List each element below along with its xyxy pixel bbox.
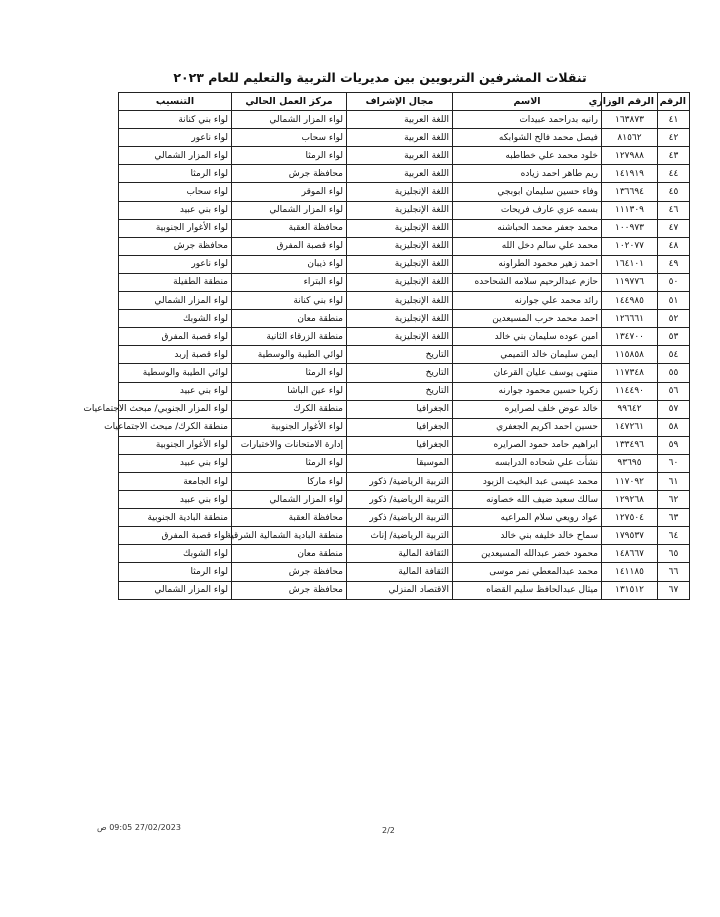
cell-ministerial-number: ١٠٢٠٧٧	[602, 237, 658, 255]
cell-assignment: لواء قصبة المفرق	[119, 328, 232, 346]
cell-ministerial-number: ١١١٣٠٩	[602, 201, 658, 219]
table-row	[119, 310, 690, 328]
cell-ministerial-number: ١٣٣٤٩٦	[602, 436, 658, 454]
cell-supervision-field: اللغة الإنجليزية	[347, 273, 453, 291]
cell-name: نشأت علي شحاده الدرابسه	[453, 454, 602, 472]
cell-assignment: لواء الرمثا	[119, 165, 232, 183]
cell-ministerial-number: ٩٣٦٩٥	[602, 454, 658, 472]
table-row	[119, 219, 690, 237]
cell-number: ٥٤	[658, 346, 690, 364]
cell-number: ٥٩	[658, 436, 690, 454]
table-row	[119, 183, 690, 201]
cell-assignment: محافظة جرش	[119, 237, 232, 255]
cell-current-workplace: لواء المزار الشمالي	[232, 201, 347, 219]
cell-current-workplace: منطقة الزرقاء الثانية	[232, 328, 347, 346]
table-row	[119, 111, 690, 129]
cell-current-workplace: منطقة البادية الشمالية الشرقية	[232, 527, 347, 545]
cell-number: ٦٧	[658, 581, 690, 599]
cell-supervision-field: اللغة الإنجليزية	[347, 292, 453, 310]
cell-assignment: لواء المزار الشمالي	[119, 581, 232, 599]
cell-assignment: لواء بني عبيد	[119, 491, 232, 509]
cell-number: ٥٠	[658, 273, 690, 291]
cell-ministerial-number: ١٦٤١٠١	[602, 255, 658, 273]
cell-ministerial-number: ١٣٤٧٠٠	[602, 328, 658, 346]
table-row	[119, 165, 690, 183]
cell-ministerial-number: ١٤٤٩٨٥	[602, 292, 658, 310]
cell-current-workplace: لواء الرمثا	[232, 454, 347, 472]
cell-ministerial-number: ١٢٩٢٦٨	[602, 491, 658, 509]
cell-assignment: لواء بني عبيد	[119, 201, 232, 219]
cell-supervision-field: اللغة الإنجليزية	[347, 310, 453, 328]
cell-name: ريم طاهر احمد زياده	[453, 165, 602, 183]
cell-current-workplace: منطقة الكرك	[232, 400, 347, 418]
cell-name: منتهى يوسف عليان القرعان	[453, 364, 602, 382]
table-row	[119, 292, 690, 310]
cell-current-workplace: محافظة العقبة	[232, 509, 347, 527]
cell-assignment: لواء الجامعة	[119, 472, 232, 490]
cell-supervision-field: التاريخ	[347, 364, 453, 382]
cell-number: ٦٣	[658, 509, 690, 527]
cell-name: ميثال عبدالحافظ سليم القضاه	[453, 581, 602, 599]
cell-supervision-field: التربية الرياضية/ ذكور	[347, 472, 453, 490]
cell-ministerial-number: ١٢٦٦٦١	[602, 310, 658, 328]
cell-name: رائد محمد علي جوارنه	[453, 292, 602, 310]
cell-ministerial-number: ١٣١٥١٢	[602, 581, 658, 599]
table-row	[119, 563, 690, 581]
cell-ministerial-number: ١٢٧٩٨٨	[602, 147, 658, 165]
table-row	[119, 454, 690, 472]
column-header-number: الرقم	[658, 93, 690, 111]
cell-number: ٦٠	[658, 454, 690, 472]
table-row	[119, 509, 690, 527]
table-row	[119, 400, 690, 418]
cell-number: ٤٦	[658, 201, 690, 219]
cell-supervision-field: اللغة الإنجليزية	[347, 328, 453, 346]
cell-current-workplace: محافظة جرش	[232, 165, 347, 183]
cell-supervision-field: الجغرافيا	[347, 418, 453, 436]
cell-ministerial-number: ١٤١٩١٩	[602, 165, 658, 183]
cell-ministerial-number: ١٣٦٦٩٤	[602, 183, 658, 201]
cell-ministerial-number: ١٤٧٢٦١	[602, 418, 658, 436]
cell-name: محمد عبدالمعطي نمر موسى	[453, 563, 602, 581]
column-header-name: الاسم	[453, 93, 602, 111]
cell-name: وفاء حسين سليمان ابوبجي	[453, 183, 602, 201]
cell-name: محمد جعفر محمد الحباشنه	[453, 219, 602, 237]
cell-name: خلود محمد علي خطاطبه	[453, 147, 602, 165]
cell-number: ٦٦	[658, 563, 690, 581]
table-row	[119, 129, 690, 147]
document-title: تنقلات المشرفين التربويين بين مديريات التربية والتعليم للعام ٢٠٢٣	[173, 70, 587, 85]
cell-supervision-field: الثقافة المالية	[347, 563, 453, 581]
cell-current-workplace: إدارة الامتحانات والاختبارات	[232, 436, 347, 454]
table-row	[119, 147, 690, 165]
cell-assignment: لواء الرمثا	[119, 563, 232, 581]
cell-number: ٥١	[658, 292, 690, 310]
column-header-current-workplace: مركز العمل الحالي	[232, 93, 347, 111]
cell-ministerial-number: ١٧٩٥٣٧	[602, 527, 658, 545]
cell-name: محمد علي سالم دخل الله	[453, 237, 602, 255]
cell-number: ٤٩	[658, 255, 690, 273]
cell-ministerial-number: ٨١٥٦٢	[602, 129, 658, 147]
cell-supervision-field: اللغة الإنجليزية	[347, 183, 453, 201]
cell-assignment: لواء ناعور	[119, 255, 232, 273]
cell-supervision-field: اللغة الإنجليزية	[347, 255, 453, 273]
table-row	[119, 382, 690, 400]
cell-number: ٦١	[658, 472, 690, 490]
cell-current-workplace: منطقة معان	[232, 545, 347, 563]
cell-number: ٦٤	[658, 527, 690, 545]
table-row	[119, 527, 690, 545]
cell-ministerial-number: ١٤١١٨٥	[602, 563, 658, 581]
cell-ministerial-number: ١١٧٠٩٢	[602, 472, 658, 490]
table-row	[119, 472, 690, 490]
table-row	[119, 491, 690, 509]
table-row	[119, 581, 690, 599]
cell-assignment: لواء المزار الجنوبي/ مبحث الاجتماعيات	[119, 400, 232, 418]
cell-current-workplace: لواء سحاب	[232, 129, 347, 147]
cell-supervision-field: اللغة الإنجليزية	[347, 237, 453, 255]
cell-assignment: لواء بني عبيد	[119, 382, 232, 400]
table-row	[119, 273, 690, 291]
column-header-assignment: التنسيب	[119, 93, 232, 111]
cell-current-workplace: محافظة جرش	[232, 563, 347, 581]
cell-name: ابراهيم حامد حمود الصرايره	[453, 436, 602, 454]
cell-ministerial-number: ١١٩٧٧٦	[602, 273, 658, 291]
cell-assignment: لواء الشوبك	[119, 545, 232, 563]
cell-assignment: لواء ناعور	[119, 129, 232, 147]
print-timestamp: 27/02/2023 09:05 ص	[97, 823, 181, 832]
cell-number: ٤١	[658, 111, 690, 129]
table-row	[119, 436, 690, 454]
cell-assignment: لواء المزار الشمالي	[119, 292, 232, 310]
cell-supervision-field: الموسيقا	[347, 454, 453, 472]
cell-current-workplace: لواء المزار الشمالي	[232, 111, 347, 129]
cell-current-workplace: لواء بني كنانة	[232, 292, 347, 310]
cell-number: ٤٣	[658, 147, 690, 165]
cell-number: ٦٢	[658, 491, 690, 509]
cell-supervision-field: الاقتصاد المنزلي	[347, 581, 453, 599]
cell-current-workplace: لواء الموقر	[232, 183, 347, 201]
cell-current-workplace: محافظة جرش	[232, 581, 347, 599]
cell-assignment: لواء الأغوار الجنوبية	[119, 436, 232, 454]
table-header-row	[119, 93, 690, 111]
cell-assignment: لواء الأغوار الجنوبية	[119, 219, 232, 237]
transfers-table	[83, 92, 690, 600]
cell-current-workplace: لواء عين الباشا	[232, 382, 347, 400]
cell-number: ٥٥	[658, 364, 690, 382]
cell-supervision-field: التاريخ	[347, 382, 453, 400]
cell-name: حازم عبدالرحيم سلامه الشحاحده	[453, 273, 602, 291]
cell-ministerial-number: ١٠٠٩٧٣	[602, 219, 658, 237]
cell-current-workplace: لواء ذيبان	[232, 255, 347, 273]
cell-supervision-field: اللغة الإنجليزية	[347, 201, 453, 219]
cell-name: حسين احمد اكريم الجعفري	[453, 418, 602, 436]
table-row	[119, 364, 690, 382]
column-header-supervision-field: مجال الإشراف	[347, 93, 453, 111]
cell-assignment: لواء بني كنانة	[119, 111, 232, 129]
cell-supervision-field: الجغرافيا	[347, 436, 453, 454]
cell-ministerial-number: ١٦٣٨٧٣	[602, 111, 658, 129]
cell-name: احمد زهير محمود الطراونه	[453, 255, 602, 273]
cell-number: ٤٨	[658, 237, 690, 255]
cell-assignment: لواء قصبة المفرق	[119, 527, 232, 545]
cell-current-workplace: لواء ماركا	[232, 472, 347, 490]
cell-name: احمد محمد حرب المسيعدين	[453, 310, 602, 328]
table-row	[119, 328, 690, 346]
table-row	[119, 418, 690, 436]
cell-current-workplace: لواء قصبة المفرق	[232, 237, 347, 255]
cell-ministerial-number: ١٤٨٦٦٧	[602, 545, 658, 563]
cell-current-workplace: لواء البتراء	[232, 273, 347, 291]
cell-assignment: لوائي الطيبة والوسطية	[119, 364, 232, 382]
cell-current-workplace: لواء الرمثا	[232, 364, 347, 382]
cell-number: ٤٥	[658, 183, 690, 201]
cell-number: ٤٢	[658, 129, 690, 147]
cell-name: سماح خالد خليفه بني خالد	[453, 527, 602, 545]
cell-number: ٥٣	[658, 328, 690, 346]
cell-current-workplace: لواء الأغوار الجنوبية	[232, 418, 347, 436]
table-row	[119, 237, 690, 255]
cell-supervision-field: اللغة العربية	[347, 111, 453, 129]
table-row	[119, 545, 690, 563]
cell-assignment: لواء بني عبيد	[119, 454, 232, 472]
cell-name: سالك سعيد ضيف الله خصاونه	[453, 491, 602, 509]
cell-assignment: لواء المزار الشمالي	[119, 147, 232, 165]
cell-number: ٤٤	[658, 165, 690, 183]
cell-supervision-field: التربية الرياضية/ ذكور	[347, 491, 453, 509]
cell-name: محمود خضر عبدالله المسيعدين	[453, 545, 602, 563]
cell-assignment: لواء سحاب	[119, 183, 232, 201]
cell-name: رانيه بدراحمد عبيدات	[453, 111, 602, 129]
cell-number: ٤٧	[658, 219, 690, 237]
cell-assignment: منطقة الكرك/ مبحث الاجتماعيات	[119, 418, 232, 436]
cell-name: ايمن سليمان خالد التميمي	[453, 346, 602, 364]
cell-name: عواد رويعي سلام المراعيه	[453, 509, 602, 527]
cell-current-workplace: لوائي الطيبة والوسطية	[232, 346, 347, 364]
cell-ministerial-number: ١٢٧٥٠٤	[602, 509, 658, 527]
cell-number: ٥٧	[658, 400, 690, 418]
cell-supervision-field: اللغة الإنجليزية	[347, 219, 453, 237]
cell-ministerial-number: ٩٩٦٤٢	[602, 400, 658, 418]
cell-name: امين عوده سليمان بني خالد	[453, 328, 602, 346]
cell-assignment: منطقة البادية الجنوبية	[119, 509, 232, 527]
cell-supervision-field: اللغة العربية	[347, 165, 453, 183]
column-header-ministerial-number: الرقم الوزاري	[602, 93, 658, 111]
page-number: 2/2	[382, 826, 395, 835]
cell-name: زكريا حسين محمود جوارنه	[453, 382, 602, 400]
cell-ministerial-number: ١١٧٣٤٨	[602, 364, 658, 382]
cell-supervision-field: التربية الرياضية/ إناث	[347, 527, 453, 545]
cell-ministerial-number: ١١٥٨٥٨	[602, 346, 658, 364]
cell-name: محمد عيسى عبد البخيت الزبود	[453, 472, 602, 490]
page-footer	[0, 823, 720, 839]
cell-name: خالد عوض خلف لصرايره	[453, 400, 602, 418]
cell-number: ٦٥	[658, 545, 690, 563]
cell-supervision-field: الجغرافيا	[347, 400, 453, 418]
cell-assignment: لواء قصبة إربد	[119, 346, 232, 364]
cell-supervision-field: التاريخ	[347, 346, 453, 364]
cell-number: ٥٦	[658, 382, 690, 400]
cell-supervision-field: الثقافة المالية	[347, 545, 453, 563]
cell-current-workplace: لواء المزار الشمالي	[232, 491, 347, 509]
cell-supervision-field: اللغة العربية	[347, 147, 453, 165]
table-row	[119, 201, 690, 219]
cell-assignment: منطقة الطفيلة	[119, 273, 232, 291]
table-row	[119, 346, 690, 364]
cell-current-workplace: محافظة العقبة	[232, 219, 347, 237]
cell-number: ٥٢	[658, 310, 690, 328]
cell-number: ٥٨	[658, 418, 690, 436]
cell-name: فيصل محمد فالح الشوابكه	[453, 129, 602, 147]
cell-assignment: لواء الشوبك	[119, 310, 232, 328]
cell-supervision-field: اللغة العربية	[347, 129, 453, 147]
cell-ministerial-number: ١١٤٤٩٠	[602, 382, 658, 400]
cell-supervision-field: التربية الرياضية/ ذكور	[347, 509, 453, 527]
cell-current-workplace: منطقة معان	[232, 310, 347, 328]
cell-name: بسمه عزي عارف فريحات	[453, 201, 602, 219]
cell-current-workplace: لواء الرمثا	[232, 147, 347, 165]
table-row	[119, 255, 690, 273]
